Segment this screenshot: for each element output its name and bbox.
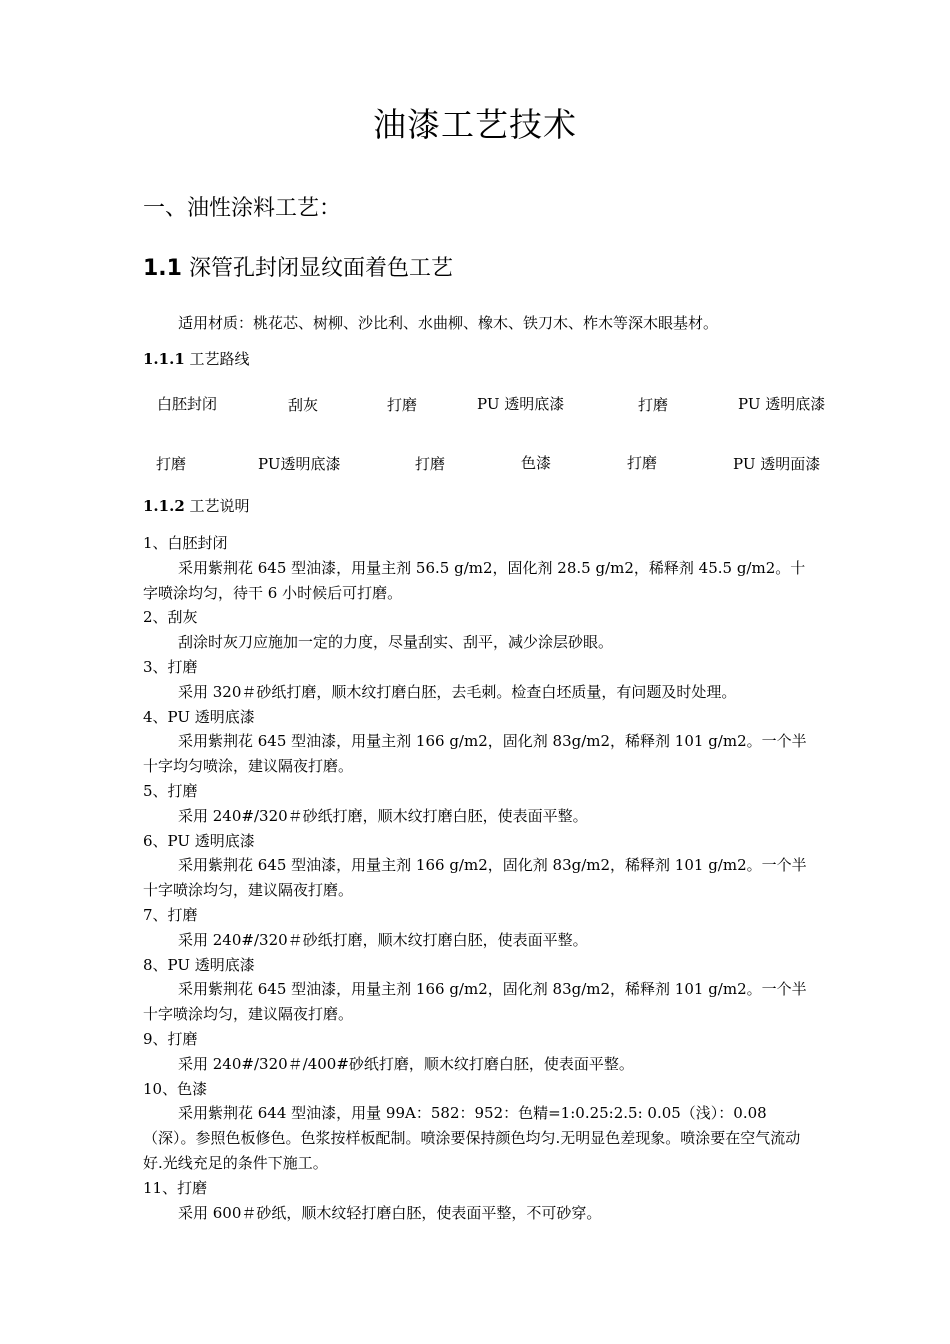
route-step: 打磨	[415, 455, 446, 473]
route-step: 刮灰	[288, 396, 319, 414]
step-title: 4、PU 透明底漆	[143, 707, 255, 726]
description-heading-number: 1.1.2	[143, 497, 185, 515]
step-description: 刮涂时灰刀应施加一定的力度，尽量刮实、刮平，减少涂层砂眼。	[178, 633, 614, 652]
step-description: 采用紫荆花 644 型油漆，用量 99A：582：952：色精=1:0.25:2.5: 0.05（浅）：0.08（深）。参照色板修色。色浆按样板配制。喷涂要保持颜色均匀.无明显色差现象。喷涂要在空气流动好.光线充足的条件下施工。	[143, 1104, 801, 1172]
step-title: 11、打磨	[143, 1178, 208, 1197]
step-description: 采用紫荆花 645 型油漆，用量主剂 166 g/m2，固化剂 83g/m2，稀释剂 101 g/m2。一个半十字喷涂均匀，建议隔夜打磨。	[143, 980, 807, 1024]
applicable-materials: 适用材质：桃花芯、树柳、沙比利、水曲柳、橡木、铁刀木、柞木等深木眼基材。	[178, 314, 719, 332]
step-title: 1、白胚封闭	[143, 534, 228, 552]
step-description: 采用紫荆花 645 型油漆，用量主剂 166 g/m2，固化剂 83g/m2，稀释剂 101 g/m2。一个半十字均匀喷涂，建议隔夜打磨。	[143, 732, 807, 776]
section-heading-1-1	[143, 253, 453, 285]
step-title: 2、刮灰	[143, 608, 198, 627]
step-title: 6、PU 透明底漆	[143, 831, 255, 850]
route-step: PU 透明底漆	[477, 395, 565, 413]
step-description: 采用 320＃砂纸打磨，顺木纹打磨白胚，去毛刺。检查白坯质量，有问题及时处理。	[178, 682, 737, 701]
step-title: 7、打磨	[143, 905, 198, 924]
process-description	[143, 531, 813, 1225]
step-title: 10、色漆	[143, 1079, 208, 1098]
description-heading	[143, 494, 250, 518]
route-heading	[143, 347, 250, 371]
route-step: PU透明底漆	[258, 455, 341, 473]
route-step: 打磨	[387, 396, 418, 414]
route-step: PU 透明底漆	[738, 395, 826, 413]
document-title: 油漆工艺技术	[373, 105, 577, 144]
step-description: 采用 240#/320＃砂纸打磨，顺木纹打磨白胚，使表面平整。	[178, 930, 588, 949]
step-description: 采用紫荆花 645 型油漆，用量主剂 166 g/m2，固化剂 83g/m2，稀释剂 101 g/m2。一个半十字喷涂均匀，建议隔夜打磨。	[143, 856, 807, 900]
step-title: 3、打磨	[143, 657, 198, 676]
step-description: 采用 240#/320＃砂纸打磨，顺木纹打磨白胚，使表面平整。	[178, 806, 588, 825]
route-heading-text: 工艺路线	[189, 350, 250, 368]
section-number: 1.1	[143, 256, 182, 281]
step-description: 采用紫荆花 645 型油漆，用量主剂 56.5 g/m2，固化剂 28.5 g/m2，稀释剂 45.5 g/m2。十字喷涂均匀，待干 6 小时候后可打磨。	[143, 558, 806, 602]
step-description: 采用 600＃砂纸，顺木纹轻打磨白胚，使表面平整，不可砂穿。	[178, 1203, 602, 1222]
step-title: 8、PU 透明底漆	[143, 955, 255, 974]
route-step: 打磨	[156, 455, 187, 473]
route-step: 色漆	[521, 454, 552, 472]
route-step: 打磨	[627, 454, 658, 472]
route-step: PU 透明面漆	[733, 455, 821, 473]
route-step: 白胚封闭	[157, 395, 218, 413]
route-step: 打磨	[638, 396, 669, 414]
step-title: 9、打磨	[143, 1029, 198, 1048]
step-title: 5、打磨	[143, 781, 198, 800]
section-heading-1: 一、油性涂料工艺：	[143, 196, 342, 221]
step-description: 采用 240#/320＃/400#砂纸打磨，顺木纹打磨白胚，使表面平整。	[178, 1054, 634, 1073]
route-heading-number: 1.1.1	[143, 350, 185, 368]
section-title: 深管孔封闭显纹面着色工艺	[188, 256, 453, 281]
description-heading-text: 工艺说明	[189, 497, 250, 515]
